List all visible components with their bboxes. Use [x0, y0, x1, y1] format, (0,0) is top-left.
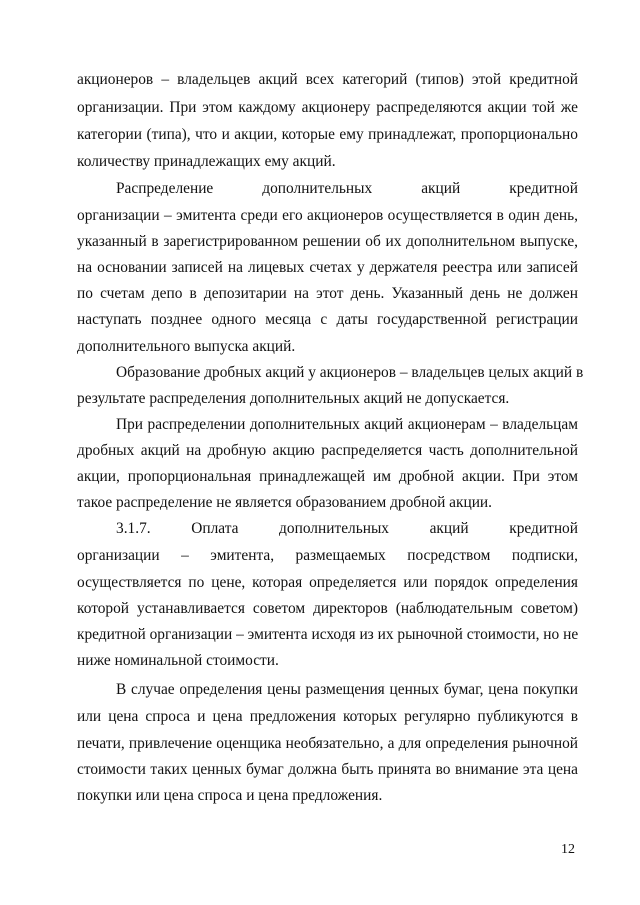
text-line: категории (типа), что и акции, которые ему принадлежат, пропорционально	[77, 126, 578, 143]
text-line: кредитной организации – эмитента исходя из их рыночной стоимости, но не	[77, 626, 579, 643]
text-line: 3.1.7. Оплата дополнительных акций кредитной	[116, 520, 578, 537]
text-line: Распределение дополнительных акций кредитной	[116, 180, 578, 197]
text-line: дробных акций на дробную акцию распределяется часть дополнительной	[77, 442, 578, 459]
text-line: результате распределения дополнительных акций не допускается.	[77, 390, 510, 407]
text-line: акционеров – владельцев акций всех категорий (типов) этой кредитной	[77, 71, 578, 88]
text-line: стоимости таких ценных бумаг должна быть принята во внимание эта цена	[77, 761, 578, 778]
text-line: печати, привлечение оценщика необязательно, а для определения рыночной	[77, 735, 578, 752]
text-line: на основании записей на лицевых счетах у держателя реестра или записей	[77, 259, 578, 276]
text-line: по счетам депо в депозитарии на этот день. Указанный день не должен	[77, 285, 578, 302]
text-line: осуществляется по цене, которая определяется или порядок определения	[77, 574, 578, 591]
text-line: количеству принадлежащих ему акций.	[77, 153, 336, 170]
text-line: или цена спроса и цена предложения которых регулярно публикуются в	[77, 708, 578, 725]
text-line: покупки или цена спроса и цена предложения.	[77, 787, 383, 804]
page-number: 12	[561, 842, 575, 857]
text-line: организации – эмитента среди его акционеров осуществляется в один день,	[77, 207, 578, 224]
text-line: При распределении дополнительных акций акционерам – владельцам	[116, 416, 578, 433]
text-line: наступать позднее одного месяца с даты государственной регистрации	[77, 311, 578, 328]
text-line: которой устанавливается советом директоров (наблюдательным советом)	[77, 600, 578, 617]
text-line: акции, пропорциональная принадлежащей им дробной акции. При этом	[77, 468, 578, 485]
text-line: организации – эмитента, размещаемых посредством подписки,	[77, 547, 578, 564]
text-line: указанный в зарегистрированном решении об их дополнительном выпуске,	[77, 233, 578, 250]
text-line: ниже номинальной стоимости.	[77, 652, 279, 669]
text-line: организации. При этом каждому акционеру распределяются акции той же	[77, 99, 578, 116]
text-line: Образование дробных акций у акционеров – владельцев целых акций в	[116, 364, 584, 381]
text-line: дополнительного выпуска акций.	[77, 338, 296, 355]
text-line: такое распределение не является образованием дробной акции.	[77, 494, 493, 511]
text-line: В случае определения цены размещения ценных бумаг, цена покупки	[116, 681, 578, 698]
